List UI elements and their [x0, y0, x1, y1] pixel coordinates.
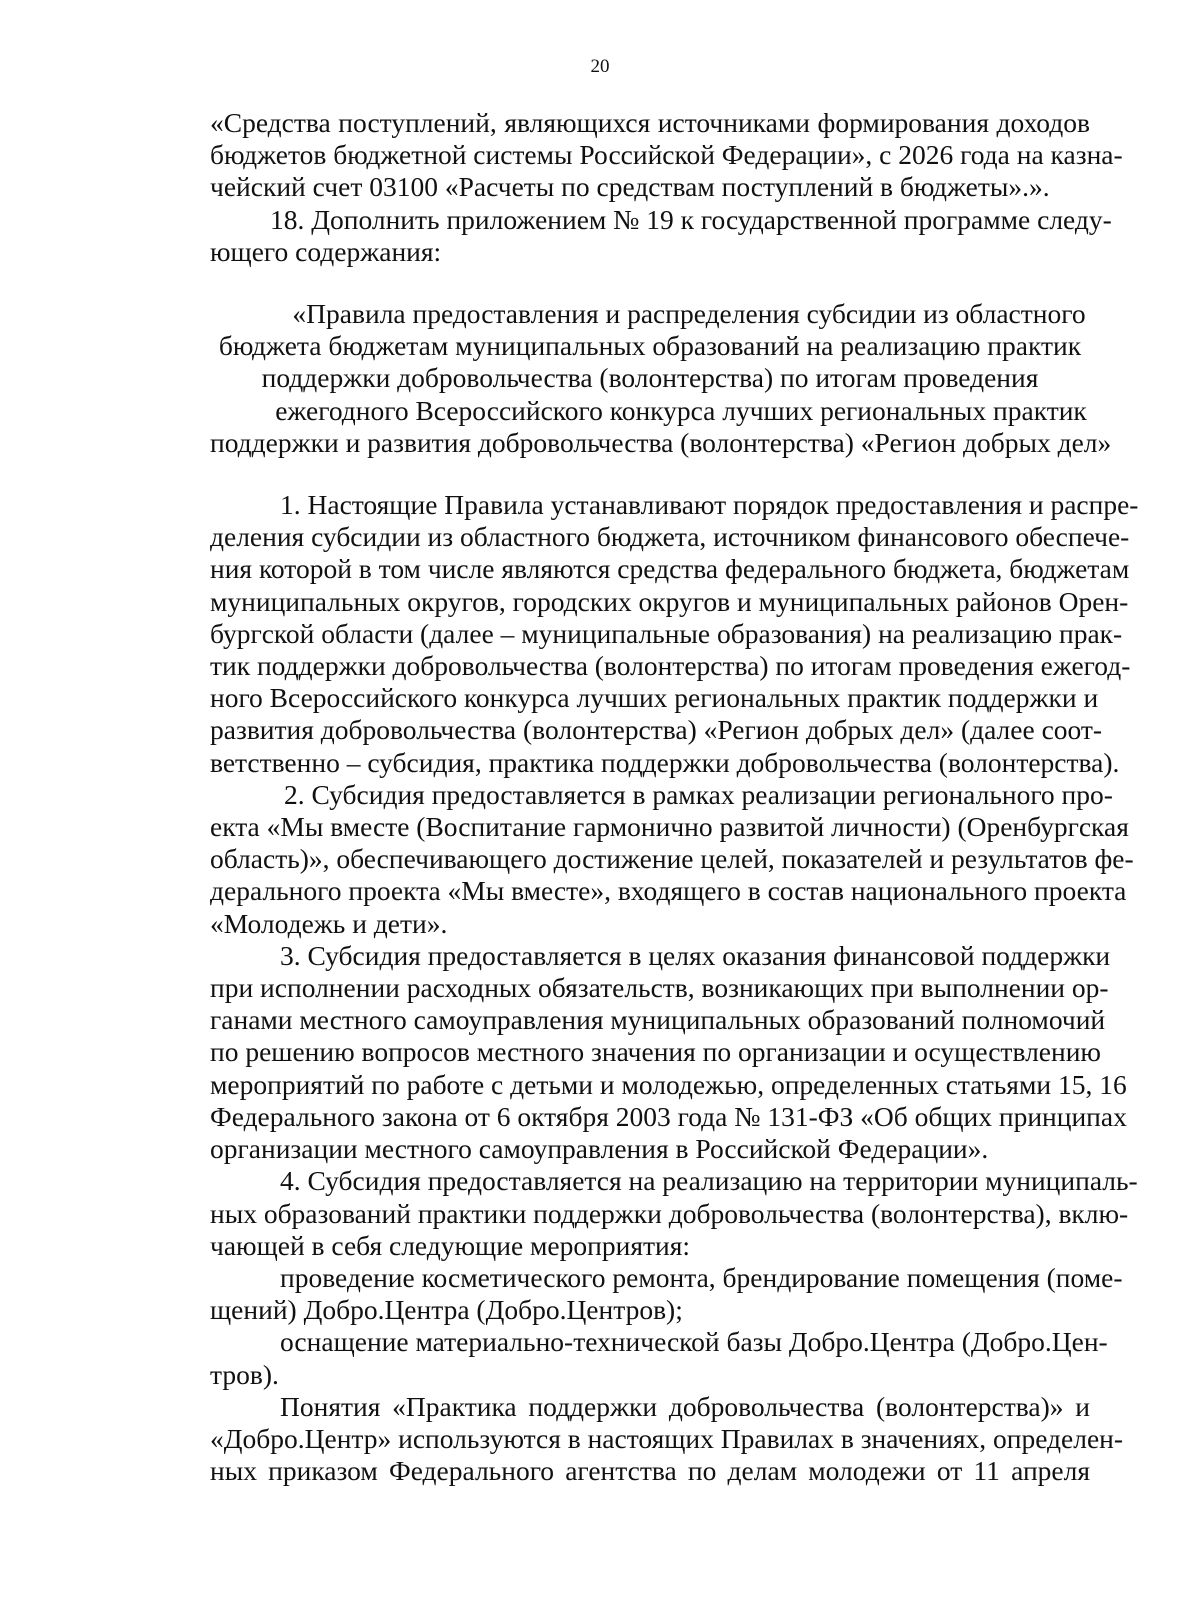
- page-number: 20: [590, 56, 610, 77]
- text-line: Понятия «Практика поддержки добровольчества (волонтерства)» и: [280, 1390, 1090, 1422]
- text-line: екта «Мы вместе (Воспитание гармонично развитой личности) (Оренбургская: [210, 811, 1129, 843]
- text-line: 18. Дополнить приложением № 19 к государственной программе следу-: [270, 203, 1112, 235]
- text-line: по решению вопросов местного значения по организации и осуществлению: [210, 1036, 1101, 1068]
- text-line: оснащение материально-технической базы Добро.Центра (Добро.Цен-: [280, 1326, 1108, 1358]
- text-line: бюджетов бюджетной системы Российской Федерации», с 2026 года на казна-: [210, 139, 1123, 171]
- text-line: муниципальных округов, городских округов и муниципальных районов Орен-: [210, 585, 1129, 617]
- title-line: ежегодного Всероссийского конкурса лучших региональных практик: [275, 394, 1087, 426]
- text-line: щений) Добро.Центра (Добро.Центров);: [210, 1294, 683, 1326]
- title-line: «Правила предоставления и распределения субсидии из областного: [292, 298, 1086, 330]
- text-line: чающей в себя следующие мероприятия:: [210, 1229, 690, 1261]
- text-line: ющего содержания:: [210, 235, 442, 267]
- measure-1: [210, 1261, 1123, 1326]
- text-line: ного Всероссийского конкурса лучших региональных практик поддержки и: [210, 682, 1099, 714]
- text-line: при исполнении расходных обязательств, возникающих при выполнении ор-: [210, 972, 1109, 1004]
- text-line: ния которой в том числе являются средства федерального бюджета, бюджетам: [210, 553, 1130, 585]
- text-line: развития добровольчества (волонтерства) «Регион добрых дел» (далее соот-: [210, 714, 1103, 746]
- text-line: 3. Субсидия предоставляется в целях оказания финансовой поддержки: [280, 939, 1111, 971]
- text-line: 4. Субсидия предоставляется на реализацию на территории муниципаль-: [280, 1165, 1138, 1197]
- measure-2: [210, 1326, 1108, 1390]
- text-line: 1. Настоящие Правила устанавливают порядок предоставления и распре-: [280, 489, 1139, 521]
- text-line: ных приказом Федерального агентства по делам молодежи от 11 апреля: [210, 1455, 1090, 1487]
- paragraph-3: [210, 939, 1127, 1165]
- document-body: [210, 107, 1139, 1487]
- text-line: Федерального закона от 6 октября 2003 года № 131-ФЗ «Об общих принципах: [210, 1100, 1127, 1132]
- text-line: область)», обеспечивающего достижение целей, показателей и результатов фе-: [210, 843, 1134, 875]
- text-line: бургской области (далее – муниципальные образования) на реализацию прак-: [210, 617, 1123, 649]
- paragraph-4: [210, 1165, 1138, 1262]
- rules-title: [210, 298, 1112, 459]
- paragraph-5: [210, 1390, 1124, 1488]
- text-line: тров).: [210, 1358, 279, 1390]
- text-line: ветственно – субсидия, практика поддержки добровольчества (волонтерства).: [210, 746, 1120, 778]
- text-line: чейский счет 03100 «Расчеты по средствам поступлений в бюджеты».».: [210, 171, 1050, 203]
- title-line: поддержки и развития добровольчества (волонтерства) «Регион добрых дел»: [210, 426, 1112, 458]
- item-18-paragraph: [210, 203, 1112, 268]
- text-line: организации местного самоуправления в Российской Федерации».: [210, 1133, 989, 1165]
- text-line: дерального проекта «Мы вместе», входящего в состав национального проекта: [210, 875, 1127, 907]
- text-line: ных образований практики поддержки добровольчества (волонтерства), вклю-: [210, 1197, 1129, 1229]
- text-line: «Молодежь и дети».: [210, 907, 448, 939]
- paragraph-2: [210, 778, 1134, 940]
- text-line: «Добро.Центр» используются в настоящих Правилах в значениях, определен-: [210, 1422, 1124, 1454]
- text-line: тик поддержки добровольчества (волонтерства) по итогам проведения ежегод-: [210, 650, 1131, 682]
- text-line: «Средства поступлений, являющихся источниками формирования доходов: [210, 107, 1090, 138]
- title-line: бюджета бюджетам муниципальных образований на реализацию практик: [218, 330, 1082, 362]
- text-line: деления субсидии из областного бюджета, источником финансового обеспече-: [210, 521, 1130, 553]
- text-line: 2. Субсидия предоставляется в рамках реализации регионального про-: [284, 778, 1113, 810]
- text-line: проведение косметического ремонта, брендирование помещения (поме-: [280, 1261, 1123, 1293]
- paragraph-1: [210, 489, 1139, 779]
- intro-paragraph: [210, 107, 1123, 204]
- text-line: ганами местного самоуправления муниципальных образований полномочий: [210, 1004, 1106, 1036]
- text-line: мероприятий по работе с детьми и молодежью, определенных статьями 15, 16: [210, 1068, 1127, 1100]
- title-line: поддержки добровольчества (волонтерства) по итогам проведения: [261, 362, 1039, 394]
